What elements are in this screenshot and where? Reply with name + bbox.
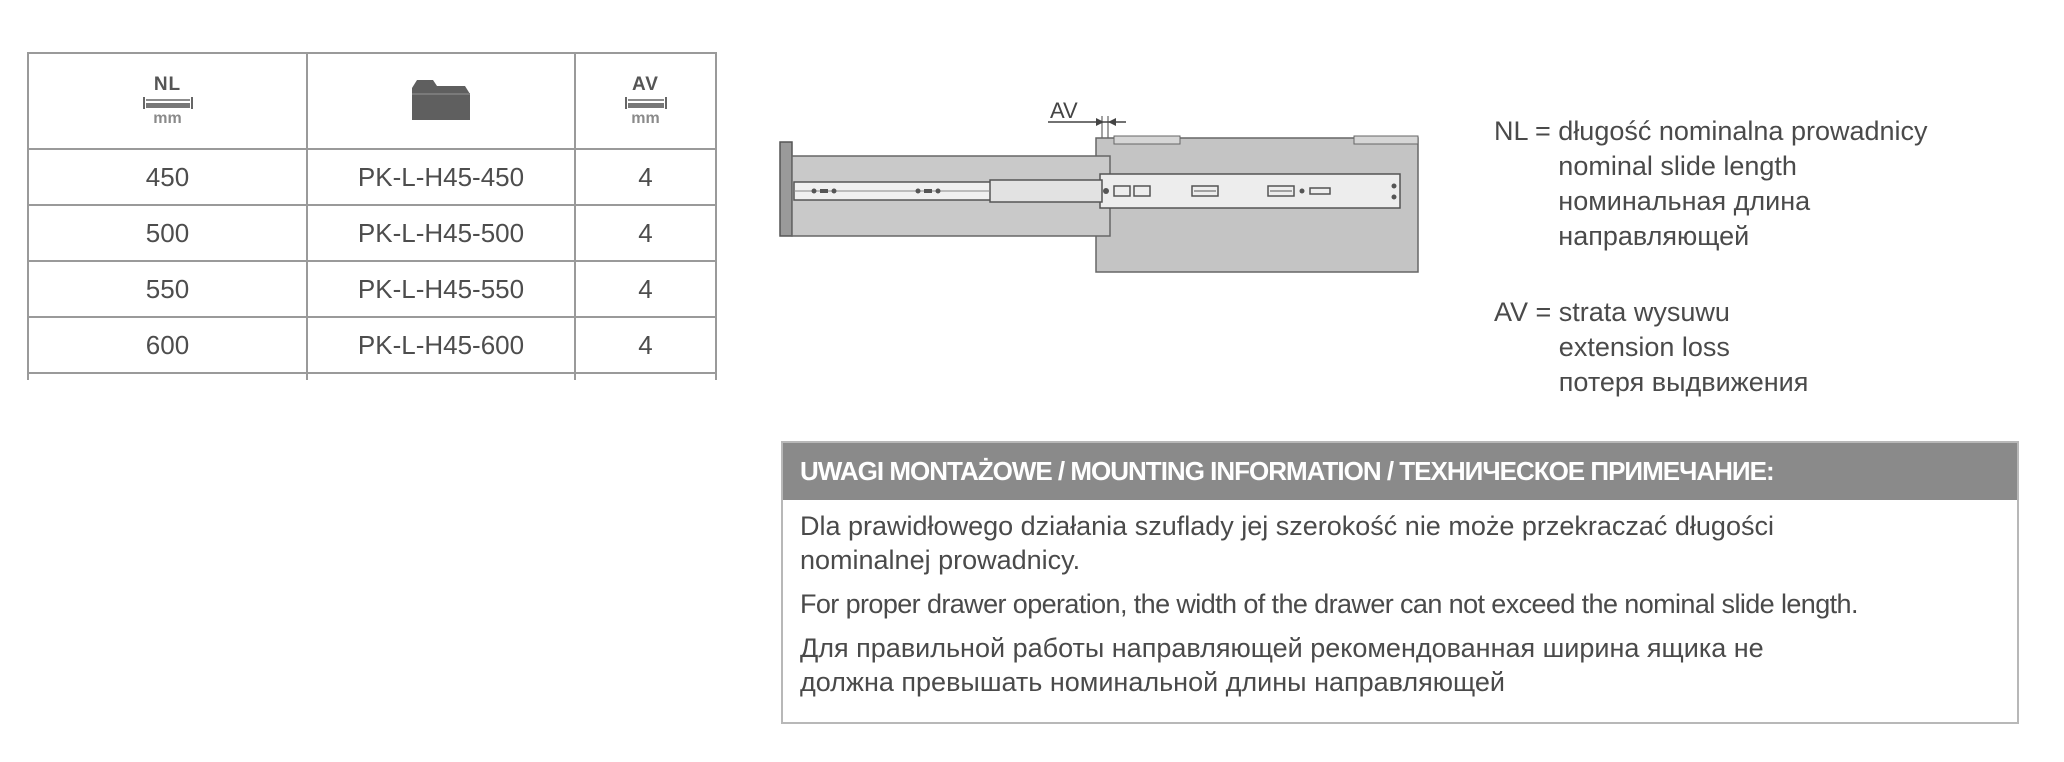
mounting-info-pl	[800, 509, 2000, 577]
header-nl-unit: mm	[153, 109, 182, 127]
drawer-front	[780, 142, 792, 236]
header-av-code: AV	[632, 73, 659, 95]
cell-av: 4	[575, 261, 716, 317]
legend-av-line: extension loss	[1558, 332, 1730, 362]
spec-table	[27, 52, 717, 380]
cell-nl: 500	[28, 205, 307, 261]
mounting-info-ru-line1: Для правильной работы направляющей рекомендованная ширина ящика не	[800, 633, 1764, 663]
mounting-info-en: For proper drawer operation, the width of the drawer can not exceed the nominal slide length.	[800, 589, 1858, 619]
av-dimension-label: AV	[1050, 98, 1078, 123]
cell-product-code: PK-L-H45-600	[307, 317, 575, 373]
outer-rail	[1100, 174, 1400, 208]
rail-hole	[1300, 189, 1305, 194]
av-arrow-right	[1096, 118, 1104, 126]
table-header-row	[28, 53, 716, 149]
table-row	[28, 205, 716, 261]
ruler-icon	[142, 96, 194, 110]
middle-rail	[990, 180, 1102, 202]
cell-product-code: PK-L-H45-500	[307, 205, 575, 261]
header-product	[307, 53, 575, 149]
legend-nl-line: номинальная длина	[1558, 186, 1811, 216]
table-tail-row	[28, 373, 716, 380]
header-nl-code: NL	[153, 73, 182, 95]
header-av-unit: mm	[631, 109, 660, 127]
mounting-info-body	[783, 500, 2017, 699]
av-arrow-left	[1108, 118, 1116, 126]
cell-av: 4	[575, 317, 716, 373]
cell-nl: 550	[28, 261, 307, 317]
mounting-info-box	[781, 441, 2019, 724]
slide-diagram	[770, 94, 1430, 284]
mounting-info-ru	[800, 631, 2000, 699]
cabinet-top-notch	[1354, 136, 1418, 144]
ruler-icon	[624, 96, 668, 110]
cabinet-top-notch	[1114, 136, 1180, 144]
mounting-info-pl-line2: nominalnej prowadnicy.	[800, 545, 1081, 575]
table-row	[28, 149, 716, 205]
cell-nl: 450	[28, 149, 307, 205]
cell-av: 4	[575, 149, 716, 205]
mounting-info-pl-line1: Dla prawidłowego działania szuflady jej szerokość nie może przekraczać długości	[800, 511, 1774, 541]
legend-nl-key: NL =	[1494, 116, 1559, 146]
table-row	[28, 317, 716, 373]
legend	[1494, 114, 1928, 400]
legend-nl-line: направляющей	[1558, 221, 1750, 251]
legend-av-key: AV =	[1494, 297, 1559, 327]
table-row	[28, 261, 716, 317]
cell-product-code: PK-L-H45-550	[307, 261, 575, 317]
legend-nl-line: nominal slide length	[1558, 151, 1797, 181]
mounting-info-header: UWAGI MONTAŻOWE / MOUNTING INFORMATION / ТЕХНИЧЕСКОЕ ПРИМЕЧАНИЕ:	[783, 443, 2017, 500]
legend-av	[1494, 295, 1928, 400]
legend-nl-line: długość nominalna prowadnicy	[1558, 116, 1928, 146]
header-nl	[28, 53, 307, 149]
legend-av-line: потеря выдвижения	[1558, 367, 1809, 397]
legend-av-line: strata wysuwu	[1558, 297, 1730, 327]
cell-av: 4	[575, 205, 716, 261]
drawer-icon	[409, 76, 473, 122]
mounting-info-ru-line2: должна превышать номинальной длины направляющей	[800, 667, 1506, 697]
cell-nl: 600	[28, 317, 307, 373]
header-av	[575, 53, 716, 149]
legend-nl	[1494, 114, 1928, 254]
cell-product-code: PK-L-H45-450	[307, 149, 575, 205]
